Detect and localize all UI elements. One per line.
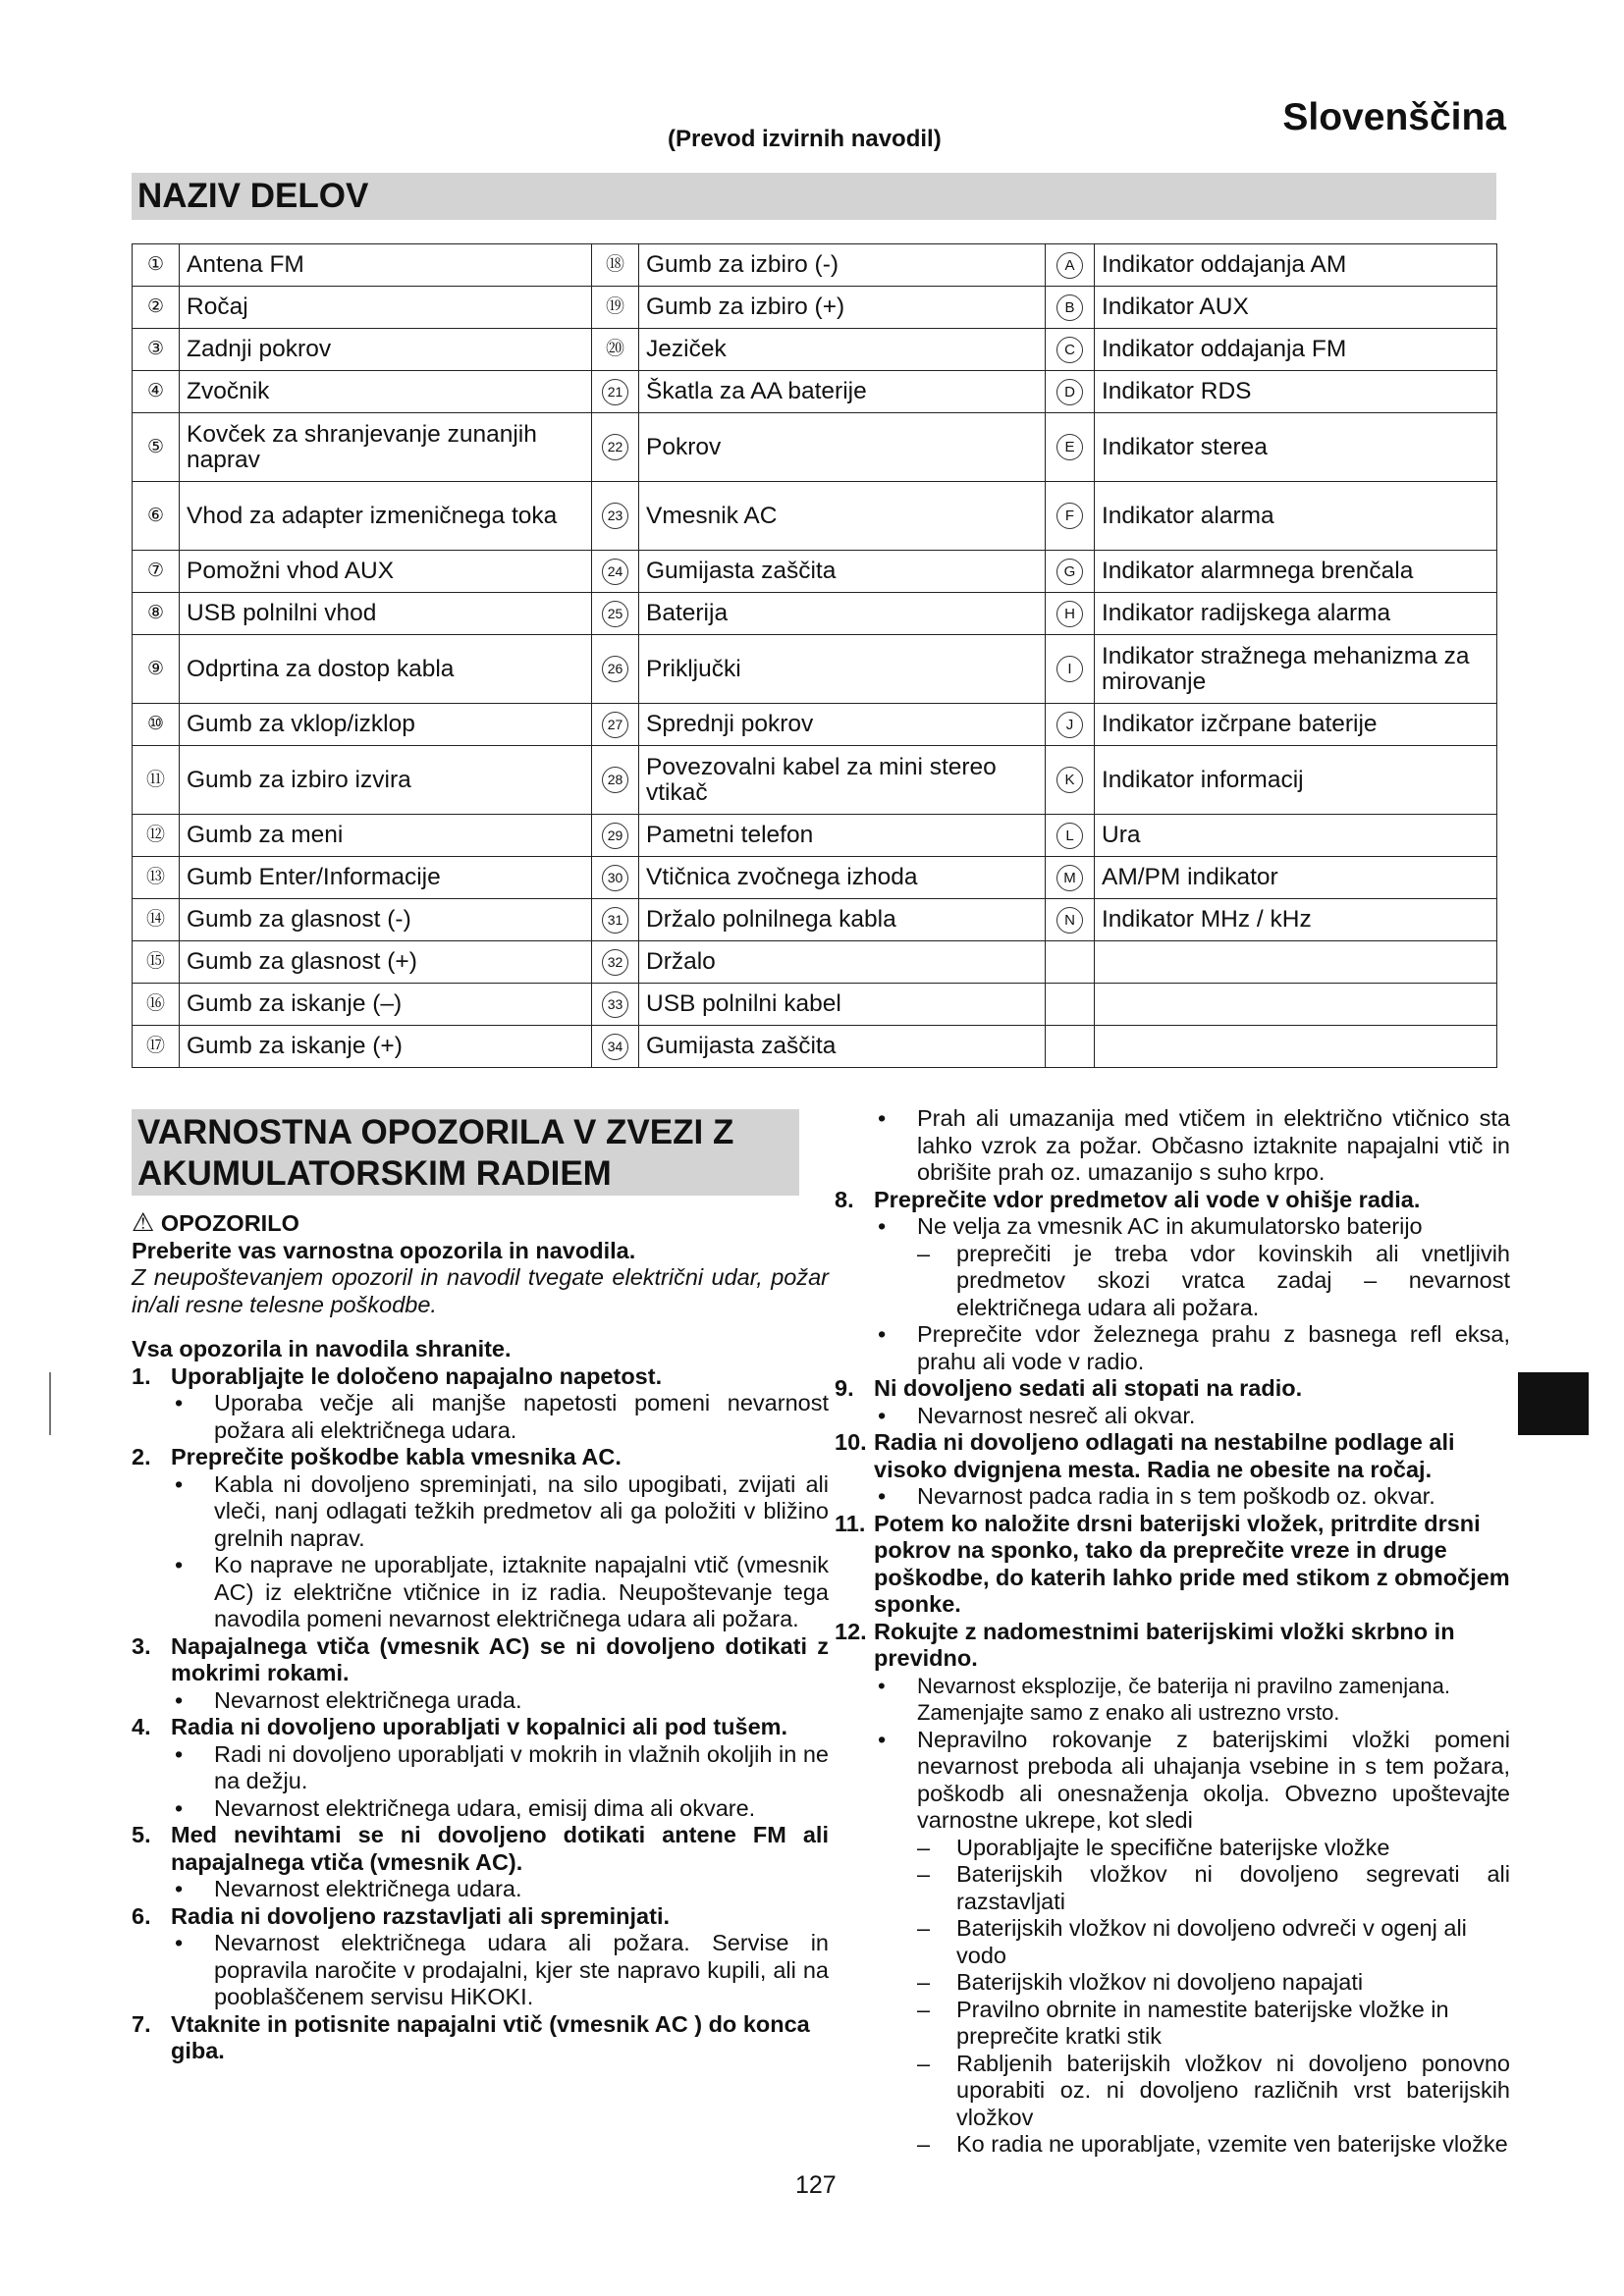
part-number-label: ⑫ [145, 825, 165, 845]
part-name: Držalo [639, 941, 1046, 984]
parts-row [133, 746, 1497, 815]
indicator-letter-label: D [1056, 379, 1083, 405]
part-name: USB polnilni vhod [180, 593, 592, 635]
part-number [133, 287, 180, 329]
item-7-title: 7. Vtaknite in potisnite napajalni vtič (vmesnik AC ) do konca giba. [132, 2010, 810, 2063]
item-12-bullet-2: • Nepravilno rokovanje z baterijskimi vložki pomeni nevarnost preboda ali uhajanja vsebine in s tem požara, poškodb ali onesnaženja okolja. Obvezno upoštevajte varnostne ukrepe, kot sledi [878, 1726, 1510, 1833]
item-8-sub-1: – preprečiti je treba vdor kovinskih ali vnetljivih predmetov skozi vratca zadaj – nevarnost električnega udara ali požara. [917, 1240, 1510, 1320]
part-name: Gumb za glasnost (+) [180, 941, 592, 984]
part-number [133, 413, 180, 482]
part-number-label: ④ [146, 381, 165, 401]
part-number-label: 22 [602, 434, 628, 460]
warning-triangle-icon: ⚠ [132, 1207, 155, 1237]
part-number-label: 24 [602, 559, 628, 585]
indicator-letter-label: A [1056, 252, 1083, 279]
parts-row [133, 593, 1497, 635]
item-12-bullet-1: • Nevarnost eksplozije, če baterija ni pravilno zamenjana. Zamenjajte samo z enako ali ustrezno vrsto. [878, 1673, 1450, 1725]
part-number [133, 941, 180, 984]
part-number-label: ⑲ [605, 296, 624, 317]
indicator-letter-label: C [1056, 337, 1083, 363]
part-number [592, 482, 639, 551]
indicator-name [1095, 1026, 1497, 1068]
parts-heading: NAZIV DELOV [132, 173, 1496, 220]
parts-row [133, 857, 1497, 899]
part-name: Vtičnica zvočnega izhoda [639, 857, 1046, 899]
indicator-name: Indikator oddajanja FM [1095, 329, 1497, 371]
indicator-name: Indikator radijskega alarma [1095, 593, 1497, 635]
indicator-letter [1046, 371, 1095, 413]
indicator-name: Indikator alarmnega brenčala [1095, 551, 1497, 593]
item-12-dash-2: – Baterijskih vložkov ni dovoljeno segrevati ali razstavljati [917, 1861, 1510, 1914]
item-5-bullet-1: • Nevarnost električnega udara. [175, 1876, 522, 1901]
part-number [592, 1026, 639, 1068]
safety-heading: VARNOSTNA OPOZORILA V ZVEZI Z AKUMULATORSKIM RADIEM [132, 1109, 799, 1196]
indicator-name: Indikator MHz / kHz [1095, 899, 1497, 941]
part-number-label: ⑭ [145, 909, 165, 930]
part-name: Pomožni vhod AUX [180, 551, 592, 593]
part-number [592, 746, 639, 815]
part-number [592, 329, 639, 371]
part-name: Vhod za adapter izmeničnega toka [180, 482, 592, 551]
parts-row [133, 984, 1497, 1026]
item-8-bullet-2: • Preprečite vdor železnega prahu z basnega refl eksa, prahu ali vode v radio. [878, 1321, 1510, 1374]
item-1-bullet-1: • Uporaba večje ali manjše napetosti pomeni nevarnost požara ali električnega udara. [175, 1390, 829, 1443]
parts-row [133, 551, 1497, 593]
part-number [592, 287, 639, 329]
part-name: Gumb Enter/Informacije [180, 857, 592, 899]
parts-row [133, 704, 1497, 746]
part-name: Gumijasta zaščita [639, 551, 1046, 593]
part-number-label: ⑰ [145, 1036, 165, 1056]
indicator-letter-label: I [1056, 656, 1083, 682]
keep-all-note: Vsa opozorila in navodila shranite. [132, 1336, 512, 1362]
item-1-title: 1. Uporabljajte le določeno napajalno napetost. [132, 1362, 663, 1389]
parts-row [133, 1026, 1497, 1068]
indicator-name: Indikator RDS [1095, 371, 1497, 413]
part-number [133, 857, 180, 899]
part-number-label: ⑨ [146, 658, 165, 679]
language-label: Slovenščina [1282, 96, 1506, 138]
part-number [592, 413, 639, 482]
margin-rule [49, 1372, 51, 1435]
part-number [592, 857, 639, 899]
indicator-name: Indikator oddajanja AM [1095, 244, 1497, 287]
item-2-bullet-2: • Ko naprave ne uporabljate, iztaknite napajalni vtič (vmesnik AC) iz električne vtičnice in iz radia. Neupoštevanje tega navodila pomeni nevarnost električnega udara ali požara. [175, 1552, 829, 1631]
indicator-letter [1046, 482, 1095, 551]
part-number-label: 33 [602, 991, 628, 1018]
indicator-name [1095, 984, 1497, 1026]
item-8-title: 8. Preprečite vdor predmetov ali vode v ohišje radia. [835, 1186, 1421, 1212]
part-name: USB polnilni kabel [639, 984, 1046, 1026]
parts-row [133, 371, 1497, 413]
safety-right-column [835, 1105, 1510, 2159]
part-number [133, 815, 180, 857]
indicator-letter-label: J [1056, 712, 1083, 738]
indicator-letter [1046, 899, 1095, 941]
part-number-label: 28 [602, 767, 628, 793]
part-number-label: ② [146, 296, 165, 317]
indicator-letter [1046, 984, 1095, 1026]
part-number-label: ⑳ [605, 339, 624, 359]
indicator-letter-label: G [1056, 559, 1083, 585]
part-name: Gumijasta zaščita [639, 1026, 1046, 1068]
part-number [592, 899, 639, 941]
indicator-name: Indikator alarma [1095, 482, 1497, 551]
indicator-letter [1046, 704, 1095, 746]
part-number [133, 746, 180, 815]
part-name: Vmesnik AC [639, 482, 1046, 551]
part-number-label: 26 [602, 656, 628, 682]
part-number-label: ① [146, 254, 165, 275]
indicator-letter [1046, 941, 1095, 984]
part-name: Pametni telefon [639, 815, 1046, 857]
part-name: Zadnji pokrov [180, 329, 592, 371]
item-12-dash-3: – Baterijskih vložkov ni dovoljeno odvreči v ogenj ali vodo [917, 1915, 1467, 1968]
indicator-name: AM/PM indikator [1095, 857, 1497, 899]
part-number [133, 244, 180, 287]
part-number [133, 635, 180, 704]
indicator-letter [1046, 593, 1095, 635]
part-name: Priključki [639, 635, 1046, 704]
indicator-letter-label: N [1056, 907, 1083, 934]
indicator-letter-label: B [1056, 294, 1083, 321]
indicator-letter [1046, 413, 1095, 482]
parts-row [133, 329, 1497, 371]
part-number [592, 551, 639, 593]
part-number-label: ③ [146, 339, 165, 359]
page-number: 127 [795, 2171, 837, 2199]
indicator-letter-label: E [1056, 434, 1083, 460]
translation-note: (Prevod izvirnih navodil) [668, 126, 942, 152]
item-5-title: 5. Med nevihtami se ni dovoljeno dotikati antene FM ali napajalnega vtiča (vmesnik AC). [132, 1822, 829, 1875]
part-name: Gumb za iskanje (+) [180, 1026, 592, 1068]
parts-row [133, 635, 1497, 704]
part-number [133, 593, 180, 635]
indicator-letter [1046, 1026, 1095, 1068]
indicator-letter [1046, 635, 1095, 704]
indicator-letter-label: H [1056, 601, 1083, 627]
item-3-bullet-1: • Nevarnost električnega urada. [175, 1686, 522, 1713]
part-number-label: 25 [602, 601, 628, 627]
indicator-name: Indikator stražnega mehanizma za mirovanje [1095, 635, 1497, 704]
item-12-dash-1: – Uporabljajte le specifične baterijske vložke [917, 1834, 1390, 1860]
item-2-bullet-1: • Kabla ni dovoljeno spreminjati, na silo upogibati, zvijati ali vleči, nanj odlagati težkih predmetov ali ga položiti v bližino grelnih naprav. [175, 1470, 829, 1551]
indicator-letter [1046, 746, 1095, 815]
safety-left-column [132, 1205, 829, 2065]
consequence-note: Z neupoštevanjem opozoril in navodil tvegate električni udar, požar in/ali resne telesne poškodbe. [132, 1264, 829, 1317]
indicator-name: Indikator sterea [1095, 413, 1497, 482]
parts-row [133, 244, 1497, 287]
part-number [592, 815, 639, 857]
part-number [592, 635, 639, 704]
part-name: Držalo polnilnega kabla [639, 899, 1046, 941]
indicator-name: Indikator AUX [1095, 287, 1497, 329]
part-name: Ročaj [180, 287, 592, 329]
part-name: Kovček za shranjevanje zunanjih naprav [180, 413, 592, 482]
warning-heading [132, 1209, 829, 1238]
part-name: Baterija [639, 593, 1046, 635]
part-number-label: 31 [602, 907, 628, 934]
part-number-label: 32 [602, 949, 628, 976]
item-2-title: 2. Preprečite poškodbe kabla vmesnika AC. [132, 1444, 622, 1469]
part-number-label: 27 [602, 712, 628, 738]
item-12-dash-6: – Rabljenih baterijskih vložkov ni dovoljeno ponovno uporabiti oz. ni dovoljeno različnih vrst baterijskih vložkov [917, 2050, 1510, 2130]
part-number [133, 899, 180, 941]
indicator-letter [1046, 329, 1095, 371]
parts-table [132, 243, 1497, 1068]
part-number-label: 23 [602, 503, 628, 529]
part-number [133, 704, 180, 746]
parts-row [133, 413, 1497, 482]
part-number-label: ⑪ [145, 769, 165, 790]
item-4-bullet-1: • Radi ni dovoljeno uporabljati v mokrih in vlažnih okoljih in ne na dežju. [175, 1740, 829, 1793]
parts-row [133, 287, 1497, 329]
part-name: Škatla za AA baterije [639, 371, 1046, 413]
item-7-bullet-1: • Prah ali umazanija med vtičem in električno vtičnico sta lahko vzrok za požar. Občasno iztaknite napajalni vtič in obrišite prah oz. umazanijo s suho krpo. [878, 1105, 1510, 1185]
item-12-dash-5: – Pravilno obrnite in namestite baterijske vložke in preprečite kratki stik [917, 1996, 1449, 2049]
parts-row [133, 815, 1497, 857]
part-number [592, 593, 639, 635]
indicator-name: Ura [1095, 815, 1497, 857]
indicator-letter [1046, 857, 1095, 899]
part-number-label: ⑬ [145, 867, 165, 887]
indicator-letter-label: L [1056, 823, 1083, 849]
indicator-name [1095, 941, 1497, 984]
part-name: Pokrov [639, 413, 1046, 482]
indicator-letter [1046, 244, 1095, 287]
item-6-bullet-1: • Nevarnost električnega udara ali požara. Servise in popravila naročite v prodajalni, kjer ste napravo kupili, ali na pooblaščenem servisu HiKOKI. [175, 1930, 829, 2009]
part-number [133, 329, 180, 371]
parts-row [133, 899, 1497, 941]
part-name: Gumb za izbiro izvira [180, 746, 592, 815]
part-number [133, 984, 180, 1026]
part-name: Gumb za glasnost (-) [180, 899, 592, 941]
part-name: Zvočnik [180, 371, 592, 413]
parts-row [133, 482, 1497, 551]
item-3-title: 3. Napajalnega vtiča (vmesnik AC) se ni dovoljeno dotikati z mokrimi rokami. [132, 1632, 829, 1685]
part-number [133, 1026, 180, 1068]
part-name: Gumb za meni [180, 815, 592, 857]
item-12-dash-4: – Baterijskih vložkov ni dovoljeno napajati [917, 1969, 1364, 1995]
item-9-title: 9. Ni dovoljeno sedati ali stopati na radio. [835, 1375, 1303, 1401]
part-number-label: 29 [602, 823, 628, 849]
part-number-label: ⑯ [145, 993, 165, 1014]
item-6-title: 6. Radia ni dovoljeno razstavljati ali spreminjati. [132, 1902, 671, 1929]
part-name: Sprednji pokrov [639, 704, 1046, 746]
item-9-bullet-1: • Nevarnost nesreč ali okvar. [878, 1402, 1196, 1428]
part-name: Gumb za vklop/izklop [180, 704, 592, 746]
item-11-title: 11. Potem ko naložite drsni baterijski vložek, pritrdite drsni pokrov na sponko, tako da preprečite vreze in druge poškodbe, do katerih lahko pride med stikom z območjem sponke. [835, 1510, 1510, 1617]
part-number-label: ⑱ [605, 254, 624, 275]
part-number [592, 941, 639, 984]
item-10-bullet-1: • Nevarnost padca radia in s tem poškodb oz. okvar. [878, 1483, 1435, 1509]
part-number-label: 30 [602, 865, 628, 891]
item-4-bullet-2: • Nevarnost električnega udara, emisij dima ali okvare. [175, 1794, 756, 1821]
part-name: Odprtina za dostop kabla [180, 635, 592, 704]
part-number [592, 371, 639, 413]
part-number [133, 482, 180, 551]
part-name: Gumb za izbiro (-) [639, 244, 1046, 287]
part-number-label: ⑩ [146, 714, 165, 734]
indicator-letter [1046, 815, 1095, 857]
read-all-note: Preberite vas varnostna opozorila in navodila. [132, 1237, 636, 1263]
item-12-title: 12. Rokujte z nadomestnimi baterijskimi vložki skrbno in previdno. [835, 1618, 1455, 1671]
part-name: Gumb za iskanje (–) [180, 984, 592, 1026]
part-number [592, 244, 639, 287]
indicator-letter-label: F [1056, 503, 1083, 529]
part-number-label: 21 [602, 379, 628, 405]
indicator-name: Indikator informacij [1095, 746, 1497, 815]
part-number-label: ⑧ [146, 603, 165, 623]
part-number-label: ⑥ [146, 505, 165, 526]
part-number [133, 551, 180, 593]
part-number [133, 371, 180, 413]
part-name: Povezovalni kabel za mini stereo vtikač [639, 746, 1046, 815]
indicator-letter-label: K [1056, 767, 1083, 793]
warning-label: OPOZORILO [160, 1210, 299, 1236]
item-12-dash-7: – Ko radia ne uporabljate, vzemite ven baterijske vložke [917, 2131, 1508, 2157]
part-number [592, 984, 639, 1026]
part-name: Jeziček [639, 329, 1046, 371]
part-number [592, 704, 639, 746]
part-name: Antena FM [180, 244, 592, 287]
item-4-title: 4. Radia ni dovoljeno uporabljati v kopalnici ali pod tušem. [132, 1714, 788, 1739]
part-number-label: ⑦ [146, 561, 165, 581]
part-number-label: 34 [602, 1034, 628, 1060]
parts-row [133, 941, 1497, 984]
part-number-label: ⑮ [145, 951, 165, 972]
part-number-label: ⑤ [146, 436, 165, 457]
item-8-bullet-1: • Ne velja za vmesnik AC in akumulatorsko baterijo [878, 1213, 1423, 1239]
indicator-letter [1046, 287, 1095, 329]
language-tab-marker [1518, 1372, 1589, 1435]
part-name: Gumb za izbiro (+) [639, 287, 1046, 329]
indicator-letter-label: M [1056, 865, 1083, 891]
item-10-title: 10. Radia ni dovoljeno odlagati na nestabilne podlage ali visoko dvignjena mesta. Radia ne obesite na ročaj. [835, 1429, 1455, 1482]
indicator-name: Indikator izčrpane baterije [1095, 704, 1497, 746]
indicator-letter [1046, 551, 1095, 593]
